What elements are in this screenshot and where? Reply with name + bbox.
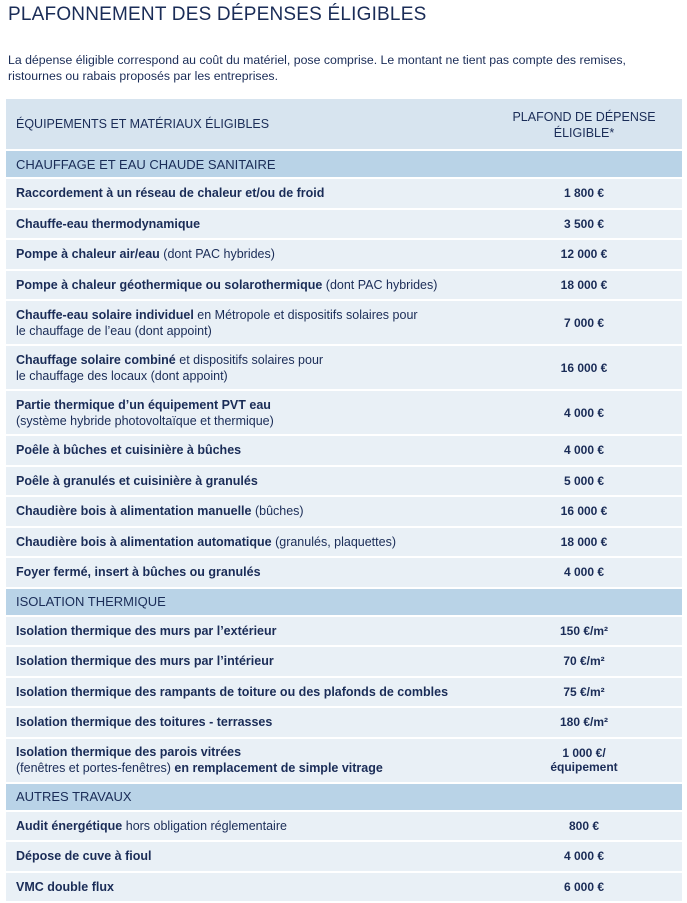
item-detail: et dispositifs solaires pour — [175, 352, 324, 367]
ceiling-unit: équipement — [550, 760, 618, 774]
table-row — [6, 240, 682, 269]
item-ceiling-value — [486, 497, 682, 526]
item-label — [6, 467, 486, 496]
table-row — [6, 812, 682, 841]
ceiling-amount: 5 000 € — [563, 473, 605, 488]
ceiling-amount: 4 000 € — [563, 443, 605, 458]
item-name: Isolation thermique des toitures - terrasses — [16, 715, 273, 730]
ceiling-amount: 16 000 € — [560, 504, 608, 519]
item-label — [6, 678, 486, 707]
item-label — [6, 436, 486, 465]
item-name: Poêle à bûches et cuisinière à bûches — [16, 443, 242, 458]
section-title: ISOLATION THERMIQUE — [6, 589, 682, 615]
ceiling-amount: 70 €/m² — [563, 654, 605, 669]
item-ceiling-value — [486, 271, 682, 300]
item-ceiling-value — [486, 739, 682, 782]
item-label — [6, 301, 486, 344]
ceiling-amount: 4 000 € — [563, 405, 605, 420]
item-ceiling-value — [486, 558, 682, 587]
header-equipment: ÉQUIPEMENTS ET MATÉRIAUX ÉLIGIBLES — [6, 99, 486, 149]
table-row — [6, 528, 682, 557]
ceiling-amount: 18 000 € — [560, 277, 608, 292]
item-detail-line2: le chauffage des locaux (dont appoint) — [16, 368, 228, 383]
section-title: AUTRES TRAVAUX — [6, 784, 682, 810]
item-label — [6, 873, 486, 902]
table-row — [6, 436, 682, 465]
item-detail-line2: (système hybride photovoltaïque et thermique) — [16, 413, 274, 428]
table-row — [6, 497, 682, 526]
item-ceiling-value — [486, 528, 682, 557]
item-ceiling-value — [486, 647, 682, 676]
ceiling-amount: 3 500 € — [563, 216, 605, 231]
item-label — [6, 271, 486, 300]
item-ceiling-value — [486, 873, 682, 902]
item-ceiling-value — [486, 708, 682, 737]
header-ceiling-line1: PLAFOND DE DÉPENSE — [512, 109, 656, 124]
item-label — [6, 179, 486, 208]
item-ceiling-value — [486, 179, 682, 208]
table-row — [6, 301, 682, 344]
item-detail: (bûches) — [251, 504, 304, 519]
table-row — [6, 467, 682, 496]
item-detail: (granulés, plaquettes) — [271, 534, 396, 549]
ceiling-amount: 1 000 €/ — [562, 746, 606, 760]
item-name: Isolation thermique des rampants de toiture ou des plafonds de combles — [16, 684, 449, 699]
item-label — [6, 647, 486, 676]
ceiling-amount: 180 €/m² — [559, 715, 609, 730]
item-detail: (dont PAC hybrides) — [159, 247, 275, 262]
item-ceiling-value — [486, 467, 682, 496]
eligible-expenses-table — [6, 97, 682, 903]
table-row — [6, 708, 682, 737]
section-header — [6, 151, 682, 177]
item-name: Isolation thermique des parois vitrées — [16, 745, 242, 759]
table-row — [6, 647, 682, 676]
item-label — [6, 391, 486, 434]
item-name: Audit énergétique — [16, 818, 123, 833]
item-name: Pompe à chaleur air/eau — [16, 247, 160, 262]
section-header — [6, 589, 682, 615]
item-name: Chauffe-eau thermodynamique — [16, 216, 201, 231]
item-label — [6, 346, 486, 389]
item-name: Raccordement à un réseau de chaleur et/ou de froid — [16, 186, 325, 201]
item-name: Chaudière bois à alimentation automatique — [16, 534, 272, 549]
table-row — [6, 739, 682, 782]
item-label — [6, 528, 486, 557]
ceiling-amount: 16 000 € — [560, 360, 608, 375]
item-ceiling-value — [486, 812, 682, 841]
item-detail-line2: le chauffage de l’eau (dont appoint) — [16, 323, 212, 338]
item-label — [6, 812, 486, 841]
item-name: Isolation thermique des murs par l’intérieur — [16, 654, 274, 669]
item-name: Poêle à granulés et cuisinière à granulés — [16, 473, 258, 488]
item-ceiling-value — [486, 210, 682, 239]
ceiling-amount: 150 €/m² — [559, 623, 609, 638]
table-row — [6, 617, 682, 646]
item-label — [6, 739, 486, 782]
item-name: Foyer fermé, insert à bûches ou granulés — [16, 565, 261, 580]
ceiling-amount: 4 000 € — [563, 565, 605, 580]
ceiling-amount: 75 €/m² — [563, 684, 605, 699]
table-row — [6, 842, 682, 871]
item-ceiling-value — [486, 842, 682, 871]
item-ceiling-value — [486, 391, 682, 434]
header-ceiling — [486, 99, 682, 149]
item-detail-line2: (fenêtres et portes-fenêtres) — [16, 761, 171, 775]
table-row — [6, 271, 682, 300]
ceiling-amount: 4 000 € — [563, 849, 605, 864]
section-header — [6, 784, 682, 810]
page-title: PLAFONNEMENT DES DÉPENSES ÉLIGIBLES — [8, 4, 427, 25]
item-ceiling-value — [486, 346, 682, 389]
header-ceiling-line2: ÉLIGIBLE* — [553, 125, 615, 140]
item-name: Chauffage solaire combiné — [16, 352, 176, 367]
table-row — [6, 873, 682, 902]
item-label — [6, 617, 486, 646]
item-ceiling-value — [486, 301, 682, 344]
item-label — [6, 240, 486, 269]
ceiling-amount: 6 000 € — [563, 879, 605, 894]
table-row — [6, 210, 682, 239]
item-name: Chauffe-eau solaire individuel — [16, 307, 194, 322]
ceiling-amount: 800 € — [568, 818, 600, 833]
ceiling-amount: 1 800 € — [563, 186, 605, 201]
ceiling-amount: 18 000 € — [560, 534, 608, 549]
item-ceiling-value — [486, 240, 682, 269]
item-name: Partie thermique d’un équipement PVT eau — [16, 397, 271, 412]
table-row — [6, 179, 682, 208]
item-ceiling-value — [486, 617, 682, 646]
table-row — [6, 346, 682, 389]
item-detail: en Métropole et dispositifs solaires pour — [193, 307, 418, 322]
item-label — [6, 558, 486, 587]
item-detail: (dont PAC hybrides) — [322, 277, 438, 292]
item-name: Chaudière bois à alimentation manuelle — [16, 504, 252, 519]
ceiling-amount: 7 000 € — [563, 315, 605, 330]
table-header — [6, 99, 682, 149]
item-name: Dépose de cuve à fioul — [16, 849, 152, 864]
item-label — [6, 210, 486, 239]
item-name: VMC double flux — [16, 879, 114, 894]
item-ceiling-value — [486, 678, 682, 707]
item-name-continued: en remplacement de simple vitrage — [170, 761, 383, 775]
table-row — [6, 558, 682, 587]
item-detail: hors obligation réglementaire — [122, 818, 287, 833]
item-name: Isolation thermique des murs par l’extérieur — [16, 623, 277, 638]
ceiling-amount: 12 000 € — [560, 247, 608, 262]
section-title: CHAUFFAGE ET EAU CHAUDE SANITAIRE — [6, 151, 682, 177]
item-name: Pompe à chaleur géothermique ou solarothermique — [16, 277, 323, 292]
item-label — [6, 842, 486, 871]
item-label — [6, 708, 486, 737]
table-row — [6, 678, 682, 707]
item-ceiling-value — [486, 436, 682, 465]
table-row — [6, 391, 682, 434]
intro-text: La dépense éligible correspond au coût du matériel, pose comprise. Le montant ne tient pas compte des remises, ristournes ou rabais proposés par les entreprises. — [8, 53, 626, 83]
item-label — [6, 497, 486, 526]
